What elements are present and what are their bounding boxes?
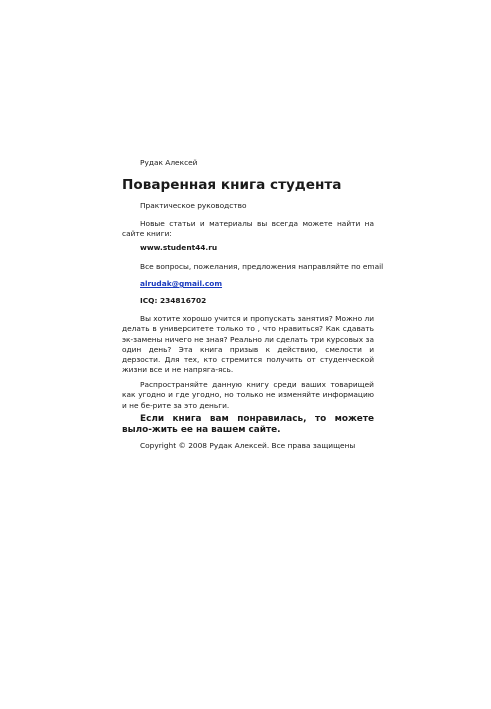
book-subtitle: Практическое руководство [140,201,247,210]
intro-text: Новые статьи и материалы вы всегда можете найти на сайте книги: [122,219,374,239]
copyright-notice: Copyright © 2008 Рудак Алексей. Все права защищены [140,441,356,450]
author-name: Рудак Алексей [140,158,198,167]
site-link[interactable]: www.student44.ru [140,243,218,252]
distribution-paragraph: Распространяйте данную книгу среди ваших товарищей как угодно и где угодно, но только не изменяйте информацию и не бе-рите за это деньги. [122,380,374,410]
icq-number: ICQ: 234816702 [140,296,207,305]
contact-text: Все вопросы, пожелания, предложения направляйте по email [140,262,384,271]
email-link[interactable]: alrudak@gmail.com [140,279,223,288]
book-title: Поваренная книга студента [122,177,342,193]
share-callout: Если книга вам понравилась, то можете выло-жить ее на вашем сайте. [122,414,374,436]
description-paragraph: Вы хотите хорошо учится и пропускать занятия? Можно ли делать в университете только то , что нравиться? Как сдавать эк-замены ничего не зная? Реально ли сделать три курсовых за один день? Эта книга призыв к действию, смелости и дерзости. Для тех, кто стремится получить от студенческой жизни все и не напряга-ясь. [122,314,374,375]
